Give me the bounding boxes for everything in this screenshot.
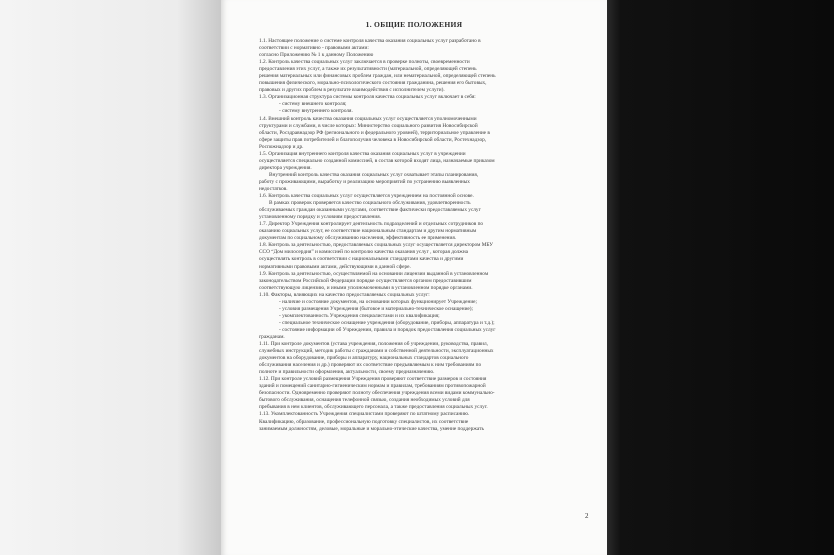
page-number: 2 — [585, 512, 589, 520]
list-item: - систему внешнего контроля; — [279, 101, 347, 108]
text-line: 1.13. Укомплектованность Учреждения специалистами проверяют по штатному расписанию. — [259, 411, 470, 418]
text-line: 1.7. Директор Учреждения контролирует деятельность подразделений и отдельных сотрудников по — [259, 221, 484, 228]
text-line: решения материальных или финансовых проблем граждан, или нематериальной, определяющей степень — [259, 73, 496, 80]
text-line: обслуживаемых граждан оказанными услугами, соответствие фактически предоставляемых услуг — [259, 207, 481, 214]
text-line: документам по социальному обслуживанию населения, эффективность ее применения. — [259, 235, 457, 242]
text-line: документов на оборудование, приборы и аппаратуру, национальных стандартов социального — [259, 355, 469, 362]
text-line: 1.3. Организационная структура системы контроля качества социальных услуг включает в себя: — [259, 94, 476, 101]
text-line: работу с проживающими, выработку и реализацию мероприятий по устранению выявленных — [259, 178, 470, 185]
text-line: 1.4. Внешний контроль качества оказания социальных услуг осуществляется уполномоченными — [259, 115, 477, 122]
text-line: 1.12. При контроле условий размещения Учреждения проверяют соответствие размеров и состояния — [259, 376, 487, 383]
scan-right-margin — [607, 0, 834, 555]
text-line: служебных инструкций, методик работы с гражданами и собственной деятельности, эксплуатационных — [259, 348, 494, 355]
document-page — [221, 0, 607, 555]
text-line: предоставления этих услуг, а также их результативности (материальной, определяющей степень — [259, 66, 477, 73]
text-line: нормативными правовыми актами, действующими в данной сфере. — [259, 263, 411, 270]
text-line: структурами и службами, в числе которых: Министерство социального развития Новосибирской — [259, 122, 478, 129]
text-line: 1.6. Контроль качества социальных услуг осуществляется учреждением на постоянной основе. — [259, 193, 474, 200]
list-item: - специальное техническое оснащение учреждения (оборудование, приборы, аппаратура и т.д.); — [279, 319, 495, 326]
document-body — [259, 38, 589, 508]
text-line: гражданам. — [259, 333, 285, 340]
text-line: сфере защиты прав потребителей и благополучия человека в Новосибирской области, Ростехнадзор, — [259, 136, 487, 143]
text-line: безопасности. Одновременно проверяют полноту обеспечения учреждения всеми видами коммунально- — [259, 390, 495, 397]
text-line: бытового обслуживания, оснащения телефонной связью, создания необходимых условий для — [259, 397, 470, 404]
text-line: 1.5. Организация внутреннего контроля качества оказания социальных услуг в учреждении — [259, 150, 466, 157]
text-line: оказанию социальных услуг, ее соответствие национальным стандартам и другим нормативным — [259, 228, 477, 235]
list-item: - наличие и состояние документов, на основании которых функционирует Учреждение; — [279, 298, 477, 305]
page-title: 1. ОБЩИЕ ПОЛОЖЕНИЯ — [365, 20, 463, 29]
list-item: - состояние информации об Учреждении, правила и порядок предоставления социальных услуг — [279, 326, 496, 333]
text-line: 1.2. Контроль качества социальных услуг заключается в проверке полноты, своевременности — [259, 59, 470, 66]
text-line: правовых и других проблем в результате взаимодействия с исполнителем услуги). — [259, 87, 445, 94]
text-line: 1.11. При контроле документов (устава учреждения, положения об учреждении, руководства, правил, — [259, 341, 488, 348]
text-line: осуществлять контроль в соответствии с национальными стандартами качества и другими — [259, 256, 464, 263]
text-line: 1.1. Настоящее положение о системе контроля качества оказания социальных услуг разработано в — [259, 38, 481, 44]
text-line: 1.9. Контроль за деятельностью, осуществляемой на основании лицензии выданной в установленном — [259, 270, 489, 277]
text-line: Внутренний контроль качества оказания социальных услуг охватывает этапы планирования, — [269, 171, 479, 178]
text-line: В рамках проверок проверяется качество социального обслуживания, удовлетворенность — [269, 200, 471, 207]
text-line: полноте и правильности оформления, актуальности, своему предназначению. — [259, 369, 435, 376]
text-line: ССО “Дом милосердия” и комиссией по контролю качества оказания услуг , которая должна — [259, 249, 469, 256]
text-line: повышения физического, морально-психологического состояния гражданина, решения его бытовых, — [259, 80, 487, 87]
text-line: занимаемым должностям, деловые, моральные и морально-этические качества, умение поддержать — [259, 425, 484, 432]
text-line: соответствующую лицензию, и иными уполномоченными в установленном порядке органами. — [259, 284, 473, 291]
text-line: соответствии с нормативно - правовыми актами: — [259, 45, 369, 52]
scan-left-margin — [0, 0, 221, 555]
text-line: недостатков. — [259, 185, 288, 192]
text-line: 1.8. Контроль за деятельностью, предоставляемых социальных услуг осуществляется директором МБУ — [259, 242, 494, 249]
text-line: законодательством Российской Федерации порядке осуществляется органом предоставившим — [259, 277, 472, 284]
text-line: зданий и помещений санитарно-гигиеническим нормам и правилам, требованиям противопожарной — [259, 383, 486, 390]
text-line: обслуживания населения и др.) проверяют их соответствие предъявляемым к ним требованиям по — [259, 362, 482, 369]
text-line: осуществляется специально созданной комиссией, в состав которой входят лица, назначаемые приказом — [259, 157, 495, 164]
text-line: согласно Приложению № 1 к данному Положению — [259, 52, 374, 59]
text-line: Квалификацию, образование, профессиональную подготовку специалистов, их соответствие — [259, 418, 469, 425]
text-line: Роспожнадзор и др. — [259, 143, 304, 150]
text-line: директора учреждения. — [259, 164, 312, 171]
list-item: - систему внутреннего контроля. — [279, 108, 353, 115]
list-item: - условия размещения Учреждения (бытовое и материально-техническое оснащение); — [279, 305, 474, 312]
text-line: 1.10. Факторы, влияющих на качество предоставляемых социальных услуг: — [259, 291, 430, 298]
list-item: - укомплектованность Учреждения специалистами и их квалификация; — [279, 312, 440, 319]
text-line: установленному порядку и условиям предоставления. — [259, 214, 381, 221]
text-line: пребывания в нем клиентов, обслуживающего персонала, а также предоставления социальных услуг. — [259, 404, 488, 411]
text-line: области, Росздравнадзор РФ (регионального и федерального уровней), территориальное управление в — [259, 129, 490, 136]
